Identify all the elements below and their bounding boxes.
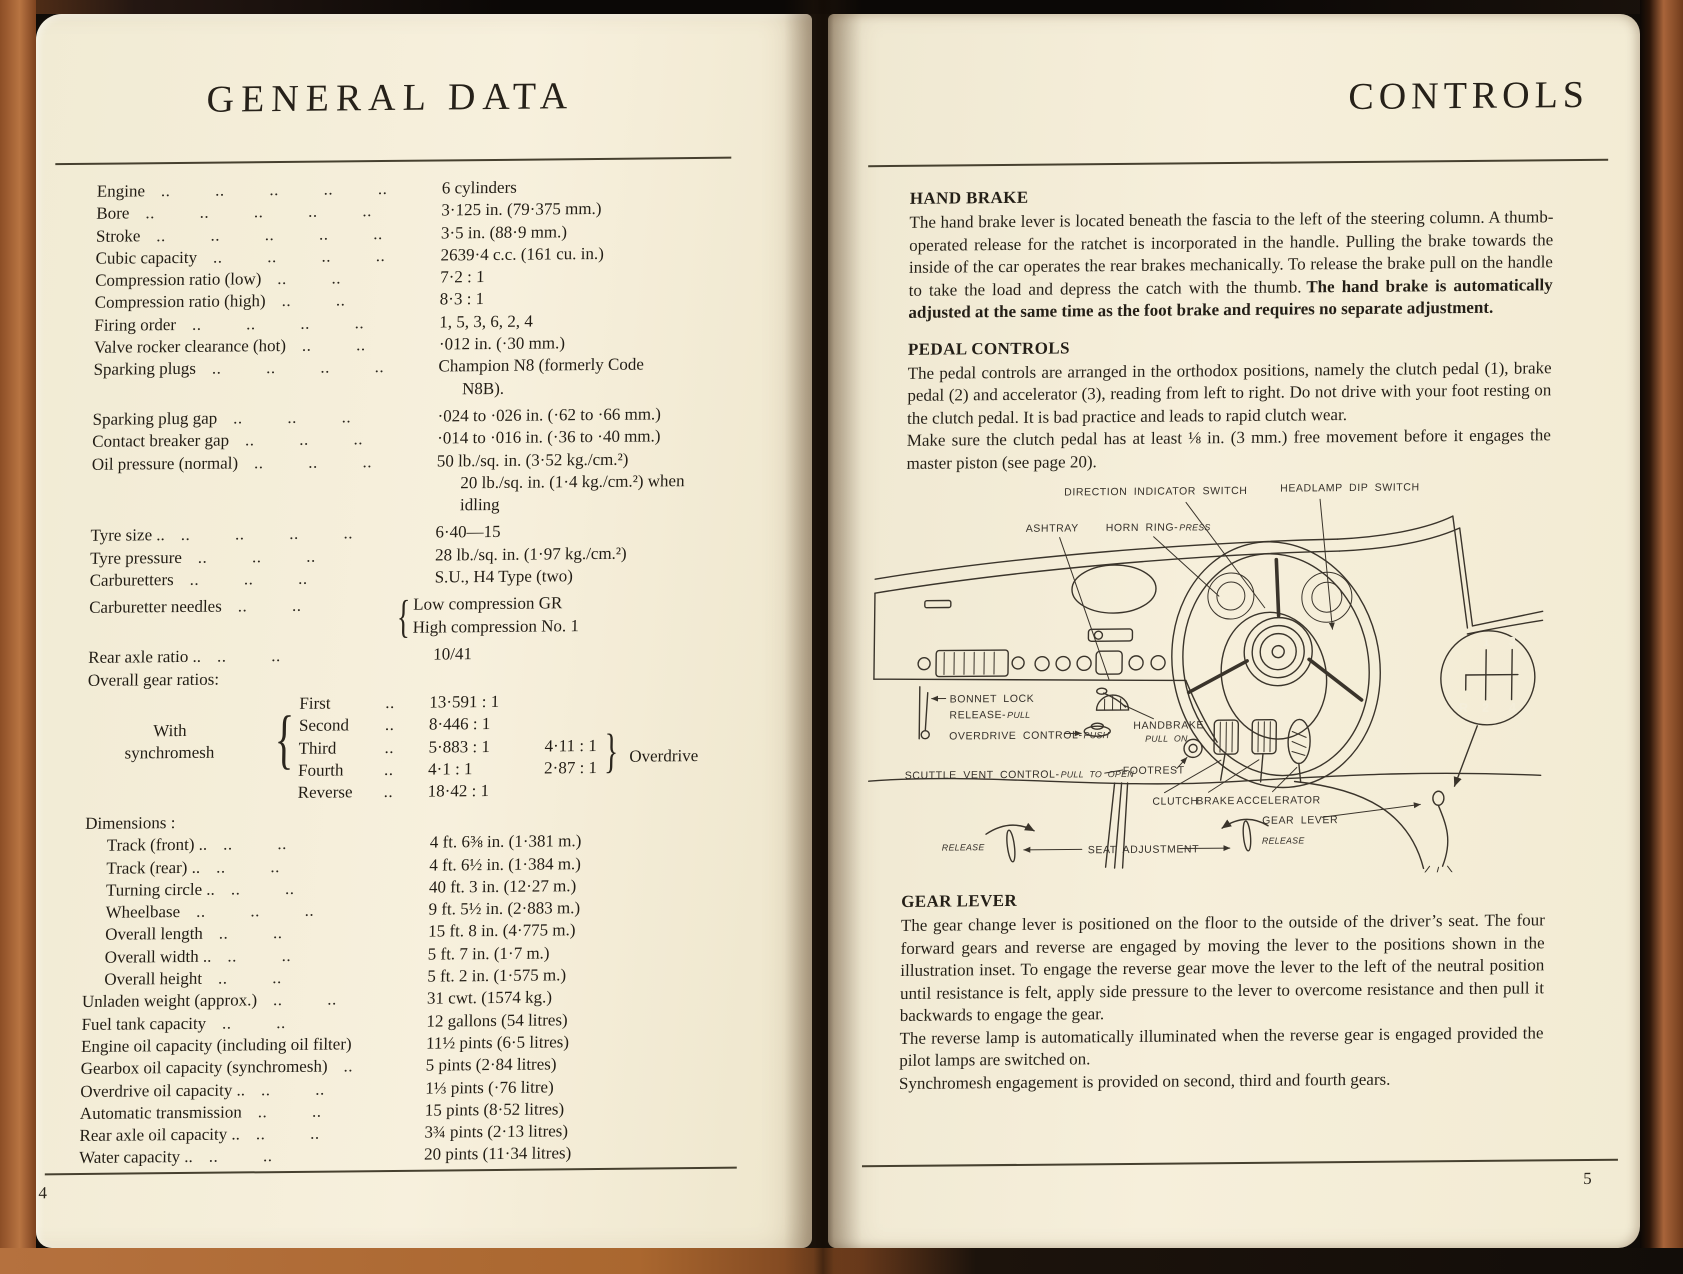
spec-label: Dimensions : xyxy=(85,812,176,833)
spec-label-area xyxy=(97,177,442,203)
gear-ratio: 4·1 : 1 xyxy=(427,759,473,779)
gear-close-brace: } xyxy=(603,724,619,778)
spec-row xyxy=(91,447,764,520)
spec-value xyxy=(424,1143,572,1167)
spec-value-line: 3·125 in. (79·375 mm.) xyxy=(441,199,602,220)
spec-value xyxy=(435,521,501,544)
spec-value xyxy=(433,644,472,667)
gear-ratio: 5·883 : 1 xyxy=(428,736,491,757)
label-handbrake-action: PULL ON xyxy=(1145,733,1188,744)
hand-brake-paragraph xyxy=(908,206,1553,324)
gear-line-first xyxy=(299,690,598,715)
gear-line-fourth xyxy=(298,757,597,782)
brace: { xyxy=(396,591,411,643)
spec-label: Sparking plug gap xyxy=(92,408,218,429)
pedals-sketch xyxy=(1214,719,1311,782)
spec-row xyxy=(89,591,762,642)
page-number-left: 4 xyxy=(38,1183,48,1203)
spec-value-line: ·012 in. (·30 mm.) xyxy=(438,333,566,354)
top-rule-left xyxy=(55,157,731,165)
label-accelerator: ACCELERATOR xyxy=(1236,794,1321,808)
gear-name: Third xyxy=(298,738,337,758)
spec-value-line: N8B). xyxy=(461,378,505,398)
spec-value xyxy=(426,1009,568,1033)
label-scuttle-text: SCUTTLE VENT CONTROL- xyxy=(904,768,1060,782)
spec-label: Track (front) .. xyxy=(106,834,208,855)
label-horn-ring-text: HORN RING- xyxy=(1105,521,1179,535)
spec-label: Contact breaker gap xyxy=(92,430,230,452)
label-bonnet-lock: BONNET LOCK xyxy=(949,692,1035,706)
gear-with-line2: synchromesh xyxy=(124,742,215,763)
spec-value xyxy=(428,920,576,944)
dot-leaders: .. .. .. .. .. xyxy=(156,223,384,245)
spec-label-area xyxy=(81,1055,426,1081)
dot-leaders: .. .. .. .. xyxy=(211,357,385,379)
dot-leaders: .. .. xyxy=(208,1146,273,1167)
dot-leaders: .. xyxy=(385,692,396,712)
hand-brake-heading: HAND BRAKE xyxy=(909,187,1029,208)
spec-value-line: 15 ft. 8 in. (4·775 m.) xyxy=(427,920,576,942)
dot-leaders: .. .. .. xyxy=(197,546,317,567)
dot-leaders: .. .. xyxy=(301,335,366,355)
gear-line-third xyxy=(298,735,597,760)
gear-overdrive-ratio: 4·11 : 1 xyxy=(544,735,597,756)
dot-leaders: .. xyxy=(383,759,394,779)
dot-leaders: .. .. xyxy=(260,1079,325,1099)
gear-lever-paragraph-2: The reverse lamp is automatically illuminated when the reverse gear is engaged provided the pilot lamps are switched on. xyxy=(899,1022,1544,1070)
spec-label-area xyxy=(94,334,439,360)
gear-name: Reverse xyxy=(297,782,353,803)
spec-value-line: 5 ft. 7 in. (1·7 m.) xyxy=(427,943,550,964)
spec-value xyxy=(429,875,577,899)
spec-label-area xyxy=(80,1099,425,1125)
gear-ratio-block xyxy=(85,688,759,808)
hand-brake-body: The hand brake lever is located beneath the fascia to the left of the steering column. A thumb-operated release for the ratchet is incorporated in the handle. Pulling the brake towards the inside of the car operates the rear brakes mechanically. To release the brake pull on the handle to take the load and depress the catch with the thumb. xyxy=(908,207,1554,300)
spec-value-line: 11½ pints (6·5 litres) xyxy=(425,1032,570,1053)
spec-value-line: 15 pints (8·52 litres) xyxy=(424,1099,565,1120)
spec-value-line: Champion N8 (formerly Code xyxy=(438,354,645,376)
spec-label-area xyxy=(81,1010,426,1036)
spec-label-area xyxy=(89,594,397,619)
dot-leaders: .. xyxy=(383,782,394,802)
spec-label: Rear axle ratio .. xyxy=(88,647,202,668)
dot-leaders: .. .. xyxy=(257,1101,322,1122)
label-bonnet-lock-release xyxy=(949,709,1030,722)
gear-name: Fourth xyxy=(297,760,344,780)
label-clutch: CLUTCH xyxy=(1152,795,1199,808)
dot-leaders: .. .. xyxy=(218,923,283,944)
spec-label: Rear axle oil capacity .. xyxy=(79,1124,241,1146)
label-release-right: RELEASE xyxy=(1261,835,1305,846)
spec-label-area xyxy=(96,222,441,248)
spec-label-area xyxy=(94,311,439,337)
spec-value-line: 31 cwt. (1574 kg.) xyxy=(426,987,553,1008)
spec-value-line: 1⅓ pints (·76 litre) xyxy=(425,1076,554,1098)
dot-leaders: .. .. xyxy=(216,856,281,877)
spec-label-area xyxy=(104,966,427,991)
gear-ratio-lines xyxy=(298,690,599,804)
spec-label: Turning circle .. xyxy=(105,879,216,900)
gear-ratio: 13·591 : 1 xyxy=(429,691,500,712)
spec-value xyxy=(426,1031,569,1055)
spec-label-area xyxy=(88,644,433,670)
book-cover-bottom-edge xyxy=(0,1248,1683,1274)
spec-value-line: S.U., H4 Type (two) xyxy=(434,566,574,587)
spec-value xyxy=(425,1076,554,1100)
label-horn-ring xyxy=(1106,521,1211,534)
spec-value-line: 20 pints (11·34 litres) xyxy=(423,1143,572,1165)
spec-label-area xyxy=(105,943,428,968)
spec-value-line: 4 ft. 6⅜ in. (1·381 m.) xyxy=(429,831,582,852)
spec-label-area xyxy=(88,668,220,692)
pedal-controls-paragraph-1: The pedal controls are arranged in the orthodox positions, namely the clutch pedal (1), brake pedal (2) and accelerator (3), reading from left to right. Do not drive with your foot resting on the clutch pedal. It is bad practice and leads to rapid clutch wear. xyxy=(906,357,1552,428)
gear-open-brace: { xyxy=(274,702,295,777)
spec-value xyxy=(426,1054,557,1078)
gear-ratio: 8·446 : 1 xyxy=(428,714,491,734)
spec-label-area xyxy=(92,405,437,431)
label-scuttle-action: PULL TO OPEN xyxy=(1060,768,1135,780)
dot-leaders: .. .. xyxy=(230,878,295,899)
floor-sketch xyxy=(868,772,1541,873)
spec-label: Water capacity .. xyxy=(78,1147,194,1168)
gear-position-1: 1 xyxy=(1482,634,1490,649)
spec-value-line: 5 ft. 2 in. (1·575 m.) xyxy=(427,965,567,986)
dot-leaders: .. .. .. xyxy=(195,900,315,921)
spec-list-upper xyxy=(88,174,769,692)
spec-label: Engine xyxy=(96,181,146,201)
gear-line-reverse xyxy=(298,779,597,804)
spec-value-line: idling xyxy=(459,495,500,515)
spec-value-line: 8·3 : 1 xyxy=(439,289,485,309)
spec-value xyxy=(440,289,485,312)
spec-value xyxy=(441,221,567,245)
label-scuttle-vent-control xyxy=(905,768,1135,782)
left-page-content xyxy=(36,14,812,1248)
spec-label-area xyxy=(81,1033,426,1059)
spec-label: Firing order xyxy=(94,314,177,335)
spec-label-area xyxy=(95,289,440,315)
spec-label-area xyxy=(79,1122,424,1148)
spec-value-line: 3·5 in. (88·9 mm.) xyxy=(440,221,568,243)
label-seat-adjustment: SEAT ADJUSTMENT xyxy=(1087,843,1200,857)
overdrive-label: Overdrive xyxy=(629,745,699,766)
spec-value-line: 2639·4 c.c. (161 cu. in.) xyxy=(440,243,605,265)
gear-with-synchromesh-label xyxy=(100,719,239,765)
dot-leaders: .. .. .. xyxy=(189,568,308,589)
controls-text xyxy=(899,169,1554,1095)
book-cover-left-edge xyxy=(0,0,36,1274)
spec-label: Oil pressure (normal) xyxy=(91,452,239,474)
spec-value-line: 4 ft. 6½ in. (1·384 m.) xyxy=(429,853,582,875)
label-ashtray: ASHTRAY xyxy=(1025,522,1079,535)
spec-label: Automatic transmission xyxy=(79,1102,243,1123)
spec-value-line: 12 gallons (54 litres) xyxy=(426,1009,568,1031)
spec-value-line: Low compression GR xyxy=(412,593,563,615)
right-page xyxy=(828,14,1640,1248)
dot-leaders: .. .. xyxy=(272,989,338,1010)
general-data-list xyxy=(79,174,769,1169)
spec-value xyxy=(413,593,580,639)
label-overdrive-text: OVERDRIVE CONTROL- xyxy=(949,729,1083,743)
dot-leaders: .. .. .. .. .. xyxy=(145,201,373,223)
spec-value-line: High compression No. 1 xyxy=(412,615,580,637)
spec-label: Fuel tank capacity xyxy=(81,1013,207,1034)
spec-label: Overdrive oil capacity .. xyxy=(80,1079,246,1101)
spec-value xyxy=(428,897,580,921)
spec-label-area xyxy=(106,854,429,879)
spec-value xyxy=(424,1120,568,1144)
dot-leaders: .. .. xyxy=(216,646,281,666)
spec-value-line: 5 pints (2·84 litres) xyxy=(425,1054,557,1075)
spec-value xyxy=(442,177,517,200)
spec-value xyxy=(440,243,604,267)
right-page-content xyxy=(828,14,1640,1248)
spec-value-line: 1, 5, 3, 6, 2, 4 xyxy=(439,311,534,332)
spec-label-area xyxy=(92,450,437,476)
spec-label-area xyxy=(93,356,438,382)
spec-label: Bore xyxy=(96,203,130,224)
spec-value-line: 3¾ pints (2·13 litres) xyxy=(424,1121,569,1142)
gear-position-3: 3 xyxy=(1508,634,1516,649)
spec-label: Sparking plugs xyxy=(93,359,197,380)
spec-value-line: 20 lb./sq. in. (1·4 kg./cm.²) when xyxy=(460,471,685,493)
dot-leaders: .. .. .. .. xyxy=(191,312,365,334)
spec-value-line: 6 cylinders xyxy=(441,177,518,198)
spec-value xyxy=(435,542,627,566)
hand-brake-body-bold: The hand brake is automatically adjusted at the same time as the foot brake and requires no separate adjustment. xyxy=(908,274,1553,322)
spec-label-area xyxy=(96,200,441,226)
top-rule-right xyxy=(868,159,1608,167)
gear-name: Second xyxy=(298,715,350,736)
spec-value xyxy=(439,332,565,356)
spec-value-line: 6·40—15 xyxy=(435,522,501,542)
dot-leaders: .. .. xyxy=(237,596,302,616)
spec-label: Overall height xyxy=(104,968,203,989)
spec-value xyxy=(436,448,685,517)
left-page xyxy=(36,14,812,1248)
gear-ratio: 18·42 : 1 xyxy=(427,781,490,801)
dot-leaders: .. .. .. xyxy=(253,451,373,472)
spec-value xyxy=(437,426,661,450)
spec-label: Compression ratio (low) xyxy=(95,269,262,290)
spec-label: Overall gear ratios: xyxy=(87,669,220,690)
label-gear-lever: GEAR LEVER xyxy=(1262,814,1339,827)
gear-position-2: 2 xyxy=(1481,700,1490,715)
spec-value-line: ·024 to ·026 in. (·62 to ·66 mm.) xyxy=(437,404,662,426)
spec-value xyxy=(427,964,566,988)
label-overdrive-action: PUSH xyxy=(1083,730,1110,741)
dot-leaders: .. .. .. .. xyxy=(212,245,386,267)
gear-position-r: R xyxy=(1458,700,1469,716)
label-overdrive-control xyxy=(949,729,1110,742)
spec-label: Wheelbase xyxy=(105,902,181,922)
spec-label: Valve rocker clearance (hot) xyxy=(93,336,287,357)
spec-label: Tyre size .. xyxy=(90,525,166,546)
pedal-controls-paragraph-2: Make sure the clutch pedal has at least ⅛ in. (3 mm.) free movement before it engages the master piston (see page 20). xyxy=(906,425,1551,473)
dot-leaders: .. xyxy=(384,715,395,735)
gear-lever-paragraph-3: Synchromesh engagement is provided on second, third and fourth gears. xyxy=(898,1069,1391,1093)
spec-label: Compression ratio (high) xyxy=(94,291,266,313)
spec-value xyxy=(428,942,550,965)
spec-row xyxy=(93,353,766,404)
spec-label-area xyxy=(90,522,435,548)
right-page-title: CONTROLS xyxy=(1348,73,1590,119)
dot-leaders: .. .. xyxy=(217,968,283,988)
spec-value-line: 9 ft. 5½ in. (2·883 m.) xyxy=(428,898,581,919)
spec-value-line: 40 ft. 3 in. (12·27 m.) xyxy=(428,876,577,897)
spec-value xyxy=(427,987,553,1011)
dot-leaders: .. .. xyxy=(277,268,342,289)
spec-label-area xyxy=(95,244,440,270)
spec-value xyxy=(429,853,581,877)
gear-position-4: 4 xyxy=(1508,700,1517,715)
spec-value xyxy=(438,354,644,401)
dot-leaders: .. .. xyxy=(223,834,288,854)
bottom-rule-right xyxy=(862,1159,1618,1168)
dot-leaders: .. xyxy=(384,737,395,757)
label-horn-ring-action: PRESS xyxy=(1179,522,1211,533)
spec-value xyxy=(441,198,601,222)
spec-label: Engine oil capacity (including oil filter) xyxy=(80,1034,352,1056)
dot-leaders: .. .. xyxy=(281,290,346,311)
spec-value-line: ·014 to ·016 in. (·36 to ·40 mm.) xyxy=(437,426,661,448)
gear-overdrive-ratio: 2·87 : 1 xyxy=(543,757,598,778)
spec-value xyxy=(430,830,582,854)
page-number-right: 5 xyxy=(1583,1168,1592,1188)
pedal-controls-heading: PEDAL CONTROLS xyxy=(907,337,1071,359)
gear-with-line1: With xyxy=(153,720,187,741)
spec-label: Overall length xyxy=(105,924,204,945)
book-cover-right-edge xyxy=(1640,0,1683,1274)
dot-leaders: .. .. .. xyxy=(233,407,352,428)
spec-label-area xyxy=(82,988,427,1014)
spec-value-line: 50 lb./sq. in. (3·52 kg./cm.²) xyxy=(436,449,629,471)
label-release-text: RELEASE- xyxy=(949,709,1007,722)
spec-label: Gearbox oil capacity (synchromesh) xyxy=(80,1056,328,1079)
dot-leaders: .. .. xyxy=(227,945,292,966)
label-brake: BRAKE xyxy=(1196,795,1236,808)
spec-list-lower xyxy=(79,806,758,1169)
label-footrest: FOOTREST xyxy=(1122,764,1185,777)
spec-label: Track (rear) .. xyxy=(106,857,201,878)
spec-label-area xyxy=(107,832,430,857)
dot-leaders: .. .. .. xyxy=(244,429,364,450)
spec-label-area xyxy=(106,876,429,901)
spec-label-area xyxy=(90,544,435,570)
label-release-left: RELEASE xyxy=(941,842,985,853)
spec-label: Overall width .. xyxy=(104,946,212,967)
dot-leaders: .. xyxy=(343,1056,354,1076)
spec-label-area xyxy=(95,267,440,293)
spec-label: Stroke xyxy=(95,225,141,246)
gear-name: First xyxy=(299,693,331,713)
spec-label-area xyxy=(79,1144,424,1170)
spec-value-line: 7·2 : 1 xyxy=(439,267,485,287)
spec-value-line: 10/41 xyxy=(433,644,473,664)
gear-line-second xyxy=(299,712,598,737)
left-page-title: GENERAL DATA xyxy=(206,75,575,121)
spec-value-line: 28 lb./sq. in. (1·97 kg./cm.²) xyxy=(434,543,627,565)
dot-leaders: .. .. xyxy=(221,1012,287,1033)
gear-lever-heading: GEAR LEVER xyxy=(901,890,1018,911)
spec-value xyxy=(440,266,485,289)
controls-illustration xyxy=(864,477,1549,877)
spec-value xyxy=(439,310,533,333)
spec-label-area xyxy=(105,899,428,924)
spec-label: Cubic capacity xyxy=(95,247,198,268)
label-handbrake: HANDBRAKE xyxy=(1133,719,1205,732)
spec-label-area xyxy=(80,1077,425,1103)
spec-label-area xyxy=(92,428,437,454)
spec-label: Carburetters xyxy=(89,570,174,590)
gear-lever-sketch xyxy=(1423,791,1454,875)
dot-leaders: .. .. xyxy=(255,1123,320,1144)
spec-label: Unladen weight (approx.) xyxy=(81,990,258,1012)
label-direction-indicator-switch: DIRECTION INDICATOR SWITCH xyxy=(1064,484,1248,499)
dot-leaders: .. .. .. .. .. xyxy=(160,178,388,201)
dot-leaders: .. .. .. .. xyxy=(180,523,354,545)
seat-adjustment-sketch xyxy=(986,819,1268,862)
spec-label: Carburetter needles xyxy=(89,596,222,618)
spec-label-area xyxy=(85,812,176,835)
gear-lever-paragraph-1: The gear change lever is positioned on the floor to the outside of the driver’s seat. The four forward gears and reverse are engaged by moving the lever to the positions shown in the illustration inset. To engage the reverse gear move the lever to the left of the neutral position until resistance is felt, apply side pressure to the lever to overcome resistance and then pull it backwards to engage the gear. xyxy=(899,910,1546,1025)
label-release-action: PULL xyxy=(1007,709,1031,721)
spec-label-area xyxy=(105,921,428,946)
spec-label-area xyxy=(89,567,434,593)
photo-top-edge xyxy=(0,0,1683,14)
spec-value xyxy=(437,403,661,427)
spec-label: Tyre pressure xyxy=(89,547,183,568)
spec-value xyxy=(425,1098,565,1122)
label-headlamp-dip-switch: HEADLAMP DIP SWITCH xyxy=(1280,481,1420,495)
spec-value xyxy=(434,565,573,589)
gear-pattern-inset xyxy=(1440,630,1536,786)
